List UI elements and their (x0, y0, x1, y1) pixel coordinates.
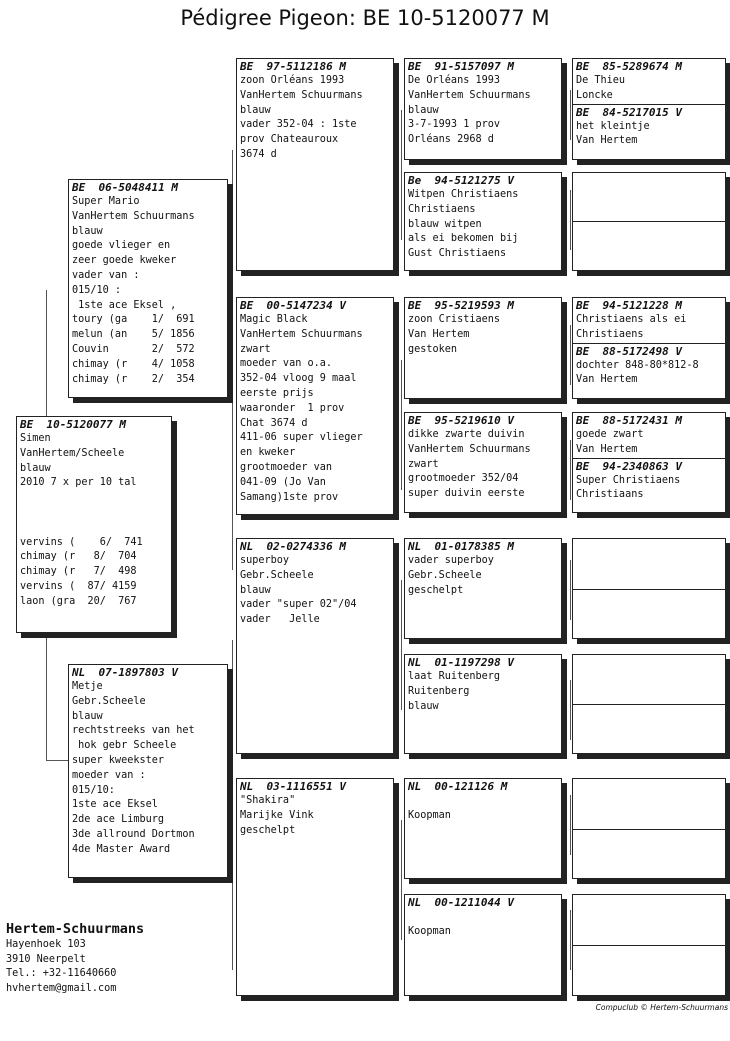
mother-line: hok gebr Scheele (72, 740, 177, 752)
gen4-empty-card[interactable] (572, 172, 726, 271)
pigeon-line: Van Hertem (408, 328, 470, 340)
father-line: 015/10 : (72, 284, 122, 296)
pigeon-line: Super Christiaens (576, 474, 681, 486)
pigeon-line: dochter 848-80*812-8 (576, 359, 699, 371)
connector-line (570, 910, 571, 970)
connector-line (401, 360, 402, 490)
subject-line: chimay (r 8/ 704 (20, 551, 137, 563)
pigeon-line: Gebr.Scheele (240, 569, 314, 581)
subject-line: laon (gra 20/ 767 (20, 595, 137, 607)
connector-line (401, 820, 402, 940)
pigeon-line: blauw (240, 104, 271, 116)
pigeon-line: zwart (240, 343, 271, 355)
ring-number: BE 85-5289674 M (576, 60, 682, 73)
father-line: Super Mario (72, 196, 140, 207)
pigeon-line: Christiaens als ei (576, 314, 687, 325)
pigeon-line: Orléans 2968 d (408, 134, 494, 146)
connector-line (570, 795, 571, 855)
subject-line: 2010 7 x per 10 tal (20, 477, 137, 489)
card-divider (573, 945, 725, 946)
father-line: chimay (r 2/ 354 (72, 373, 195, 385)
connector-line (401, 110, 402, 240)
subject-line (17, 491, 171, 506)
mother-line: moeder van : (72, 769, 146, 781)
father-line: zeer goede kweker (72, 255, 177, 267)
owner-name: Hertem-Schuurmans (6, 921, 145, 937)
pigeon-line: 3674 d (240, 148, 277, 160)
connector-line (570, 440, 571, 500)
pigeon-line: vader superboy (408, 555, 494, 566)
pigeon-line: geschelpt (408, 584, 464, 596)
father-line: melun (an 5/ 1856 (72, 329, 195, 341)
subject-ring: BE 10-5120077 M (20, 418, 126, 431)
owner-info (6, 920, 144, 996)
father-card[interactable] (68, 179, 228, 398)
pigeon-line: dikke zwarte duivin (408, 429, 525, 440)
pigeon-line: "Shakira" (240, 795, 296, 806)
pigeon-line: Christiaens (576, 328, 644, 340)
connector-line (570, 680, 571, 740)
mother-line: super kweekster (72, 754, 165, 766)
pigeon-line: Koopman (408, 809, 451, 821)
pigeon-line: Van Hertem (576, 443, 638, 455)
pigeon-line: blauw (408, 700, 439, 712)
pigeon-line: en kweker (240, 447, 296, 459)
father-line: vader van : (72, 269, 140, 281)
father-line: Couvin 2/ 572 (72, 343, 195, 355)
pigeon-line: De Thieu (576, 75, 626, 86)
mother-ring: NL 07-1897803 V (72, 666, 178, 679)
pigeon-line: VanHertem Schuurmans (408, 89, 531, 101)
gen4-empty-card[interactable] (572, 778, 726, 879)
gen4-empty-card[interactable] (572, 894, 726, 996)
grandsire-paternal-card[interactable] (236, 58, 394, 271)
mother-card[interactable] (68, 664, 228, 878)
ring-number: NL 03-1116551 V (240, 780, 346, 793)
father-line: chimay (r 4/ 1058 (72, 358, 195, 370)
great-grandparent-card[interactable] (404, 412, 562, 513)
card-divider (573, 829, 725, 830)
ring-number: NL 00-121126 M (408, 780, 508, 793)
pigeon-line: moeder van o.a. (240, 358, 333, 370)
ring-number: BE 95-5219593 M (408, 299, 514, 312)
subject-line: blauw (20, 462, 51, 474)
mother-line: 3de allround Dortmon (72, 828, 195, 840)
father-line: toury (ga 1/ 691 (72, 314, 195, 326)
pigeon-line: Van Hertem (576, 135, 638, 147)
pigeon-line: als ei bekomen bij (408, 233, 519, 245)
pigeon-line: VanHertem Schuurmans (240, 89, 363, 101)
pigeon-line: het kleintje (576, 120, 650, 132)
subject-line: vervins ( 87/ 4159 (20, 580, 137, 592)
connector-line (570, 190, 571, 250)
father-line: goede vlieger en (72, 240, 171, 252)
great-grandparent-card[interactable] (404, 297, 562, 399)
pigeon-line: vader 352-04 : 1ste (240, 119, 357, 131)
pigeon-line: blauw witpen (408, 218, 482, 230)
pigeon-line: Witpen Christiaens (408, 189, 519, 200)
owner-city: 3910 Neerpelt (6, 953, 86, 965)
card-divider (573, 704, 725, 705)
subject-card[interactable] (16, 416, 172, 633)
granddam-maternal-card[interactable] (236, 778, 394, 996)
pigeon-line: waaronder 1 prov (240, 402, 345, 414)
connector-line (401, 580, 402, 710)
great-grandparent-card[interactable] (404, 172, 562, 271)
father-line: blauw (72, 225, 103, 237)
subject-line (17, 521, 171, 536)
pigeon-line: zoon Orléans 1993 (240, 75, 345, 86)
ring-number: BE 88-5172498 V (576, 344, 682, 358)
pigeon-line: VanHertem Schuurmans (240, 328, 363, 340)
gen4-card[interactable] (572, 297, 726, 399)
connector-line (232, 150, 233, 570)
pigeon-line: Koopman (408, 925, 451, 937)
pigeon-line: 411-06 super vlieger (240, 432, 363, 444)
owner-phone: Tel.: +32-11640660 (6, 968, 117, 979)
mother-line: 2de ace Limburg (72, 814, 165, 826)
gen4-empty-card[interactable] (572, 538, 726, 639)
pigeon-line: De Orléans 1993 (408, 75, 501, 86)
grandsire-maternal-card[interactable] (236, 538, 394, 754)
pigeon-line: vader Jelle (240, 614, 320, 626)
owner-email[interactable]: hvhertem@gmail.com (6, 982, 117, 994)
mother-line: blauw (72, 710, 103, 722)
connector-line (46, 637, 47, 761)
ring-number: NL 01-1197298 V (408, 656, 514, 669)
page-title: Pédigree Pigeon: BE 10-5120077 M (180, 6, 550, 30)
pigeon-line: eerste prijs (240, 387, 314, 399)
pigeon-line: Christiaans (576, 489, 644, 501)
pigeon-line: blauw (408, 104, 439, 116)
card-divider (573, 589, 725, 590)
gen4-card[interactable] (572, 412, 726, 513)
owner-address: Hayenhoek 103 (6, 939, 86, 950)
connector-line (570, 560, 571, 620)
subject-line: Simen (20, 433, 51, 444)
ring-number: BE 88-5172431 M (576, 414, 682, 427)
pigeon-line: zwart (408, 458, 439, 470)
mother-line: 015/10: (72, 784, 115, 796)
pigeon-line: grootmoeder 352/04 (408, 473, 519, 485)
connector-line (570, 90, 571, 140)
pigeon-line: VanHertem Schuurmans (408, 443, 531, 455)
pigeon-line: 352-04 vloog 9 maal (240, 373, 357, 385)
pigeon-line: 3-7-1993 1 prov (408, 119, 501, 131)
father-ring: BE 06-5048411 M (72, 181, 178, 194)
pigeon-line: zoon Cristiaens (408, 314, 501, 325)
ring-number: BE 00-5147234 V (240, 299, 346, 312)
ring-number: NL 00-1211044 V (408, 896, 514, 909)
father-line: VanHertem Schuurmans (72, 210, 195, 222)
gen4-card[interactable] (572, 58, 726, 160)
pigeon-line: Chat 3674 d (240, 417, 308, 429)
pigeon-line: vader "super 02"/04 (240, 599, 357, 611)
footer-credit: Compuclub © Hertem-Schuurmans (595, 1003, 728, 1012)
pigeon-line: laat Ruitenberg (408, 671, 501, 682)
pigeon-line: Van Hertem (576, 374, 638, 386)
father-line: 1ste ace Eksel , (72, 299, 177, 311)
pigeon-line: goede zwart (576, 429, 644, 440)
great-grandparent-card[interactable] (404, 778, 562, 879)
connector-line (232, 640, 233, 970)
pigeon-line: prov Chateauroux (240, 134, 339, 146)
great-grandparent-card[interactable] (404, 538, 562, 639)
pigeon-line: geschelpt (240, 824, 296, 836)
mother-line: 4de Master Award (72, 843, 171, 855)
granddam-paternal-card[interactable] (236, 297, 394, 515)
pigeon-line: Loncke (576, 89, 613, 101)
great-grandparent-card[interactable] (404, 894, 562, 996)
mother-line: rechtstreeks van het (72, 725, 195, 737)
pigeon-line (405, 910, 561, 925)
connector-line (46, 290, 47, 420)
pigeon-line: gestoken (408, 343, 458, 355)
pigeon-line: Christiaens (408, 203, 476, 215)
connector-line (570, 325, 571, 385)
pigeon-line: Magic Black (240, 314, 308, 325)
pigeon-line: 041-09 (Jo Van (240, 476, 326, 488)
pigeon-line: Ruitenberg (408, 685, 470, 697)
ring-number: BE 95-5219610 V (408, 414, 514, 427)
ring-number: NL 01-0178385 M (408, 540, 514, 553)
gen4-empty-card[interactable] (572, 654, 726, 754)
ring-number: BE 91-5157097 M (408, 60, 514, 73)
subject-line: chimay (r 7/ 498 (20, 566, 137, 578)
ring-number: NL 02-0274336 M (240, 540, 346, 553)
ring-number: BE 94-2340863 V (576, 459, 682, 473)
pigeon-line: Marijke Vink (240, 809, 314, 821)
pigeon-line (405, 794, 561, 809)
subject-line: vervins ( 6/ 741 (20, 536, 143, 548)
great-grandparent-card[interactable] (404, 654, 562, 754)
pigeon-line: Gebr.Scheele (408, 569, 482, 581)
ring-number: BE 94-5121228 M (576, 299, 682, 312)
great-grandparent-card[interactable] (404, 58, 562, 160)
pigeon-line: superboy (240, 555, 290, 566)
ring-number: BE 84-5217015 V (576, 105, 682, 119)
pigeon-line: blauw (240, 584, 271, 596)
pigeon-line: Gust Christiaens (408, 248, 507, 260)
mother-line: 1ste ace Eksel (72, 799, 158, 811)
card-divider (573, 221, 725, 222)
mother-line: Gebr.Scheele (72, 695, 146, 707)
subject-line (17, 506, 171, 521)
subject-line: VanHertem/Scheele (20, 447, 125, 459)
pigeon-line: grootmoeder van (240, 461, 333, 473)
mother-line: Metje (72, 681, 103, 692)
ring-number: BE 97-5112186 M (240, 60, 346, 73)
pigeon-line: super duivin eerste (408, 488, 525, 500)
pigeon-line: Samang)1ste prov (240, 491, 339, 503)
connector-line (46, 760, 70, 761)
ring-number: Be 94-5121275 V (408, 174, 514, 187)
